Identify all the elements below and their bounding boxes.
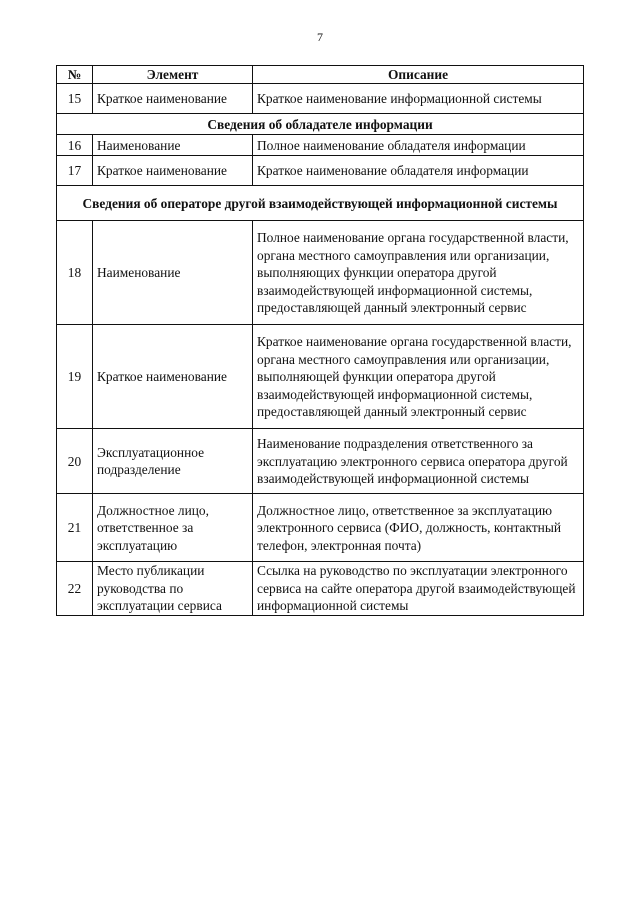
row-element: Эксплуатационное подразделение	[93, 429, 253, 494]
row-element: Наименование	[93, 135, 253, 156]
section-title: Сведения об операторе другой взаимодействующей информационной системы	[57, 186, 584, 221]
section-row	[57, 186, 584, 221]
row-description: Краткое наименование информационной системы	[253, 84, 584, 114]
row-number: 16	[57, 135, 93, 156]
row-description: Полное наименование обладателя информации	[253, 135, 584, 156]
row-number: 15	[57, 84, 93, 114]
row-element: Наименование	[93, 221, 253, 325]
row-element: Краткое наименование	[93, 84, 253, 114]
table-row	[57, 494, 584, 562]
specification-table	[56, 65, 584, 616]
row-number: 19	[57, 325, 93, 429]
page-number: 7	[317, 30, 323, 44]
header-description: Описание	[253, 66, 584, 84]
header-element: Элемент	[93, 66, 253, 84]
row-element: Должностное лицо, ответственное за эксплуатацию	[93, 494, 253, 562]
row-description: Должностное лицо, ответственное за эксплуатацию электронного сервиса (ФИО, должность, контактный телефон, электронная почта)	[253, 494, 584, 562]
row-number: 20	[57, 429, 93, 494]
row-description: Полное наименование органа государственной власти, органа местного самоуправления или организации, выполняющих функции оператора другой взаимодействующей информационной системы, предоставляющей данный электронный сервис	[253, 221, 584, 325]
row-number: 18	[57, 221, 93, 325]
row-number: 21	[57, 494, 93, 562]
row-description: Краткое наименование обладателя информации	[253, 156, 584, 186]
table-row	[57, 135, 584, 156]
row-description: Краткое наименование органа государственной власти, органа местного самоуправления или организации, выполняющей функции оператора другой взаимодействующей информационной системы, предоставляющей данный электронный сервис	[253, 325, 584, 429]
row-element: Место публикации руководства по эксплуатации сервиса	[93, 562, 253, 615]
row-element: Краткое наименование	[93, 156, 253, 186]
table-row	[57, 429, 584, 494]
row-number: 17	[57, 156, 93, 186]
section-row	[57, 114, 584, 135]
header-num: №	[57, 66, 93, 84]
row-number: 22	[57, 562, 93, 615]
table-row	[57, 562, 584, 615]
table-body	[57, 84, 584, 615]
table-row	[57, 221, 584, 325]
row-element: Краткое наименование	[93, 325, 253, 429]
row-description: Наименование подразделения ответственного за эксплуатацию электронного сервиса оператора другой взаимодействующей информационной системы	[253, 429, 584, 494]
table-row	[57, 325, 584, 429]
row-description: Ссылка на руководство по эксплуатации электронного сервиса на сайте оператора другой взаимодействующей информационной системы	[253, 562, 584, 615]
section-title: Сведения об обладателе информации	[57, 114, 584, 135]
table-row	[57, 156, 584, 186]
table-row	[57, 84, 584, 114]
table-header-row	[57, 66, 584, 84]
